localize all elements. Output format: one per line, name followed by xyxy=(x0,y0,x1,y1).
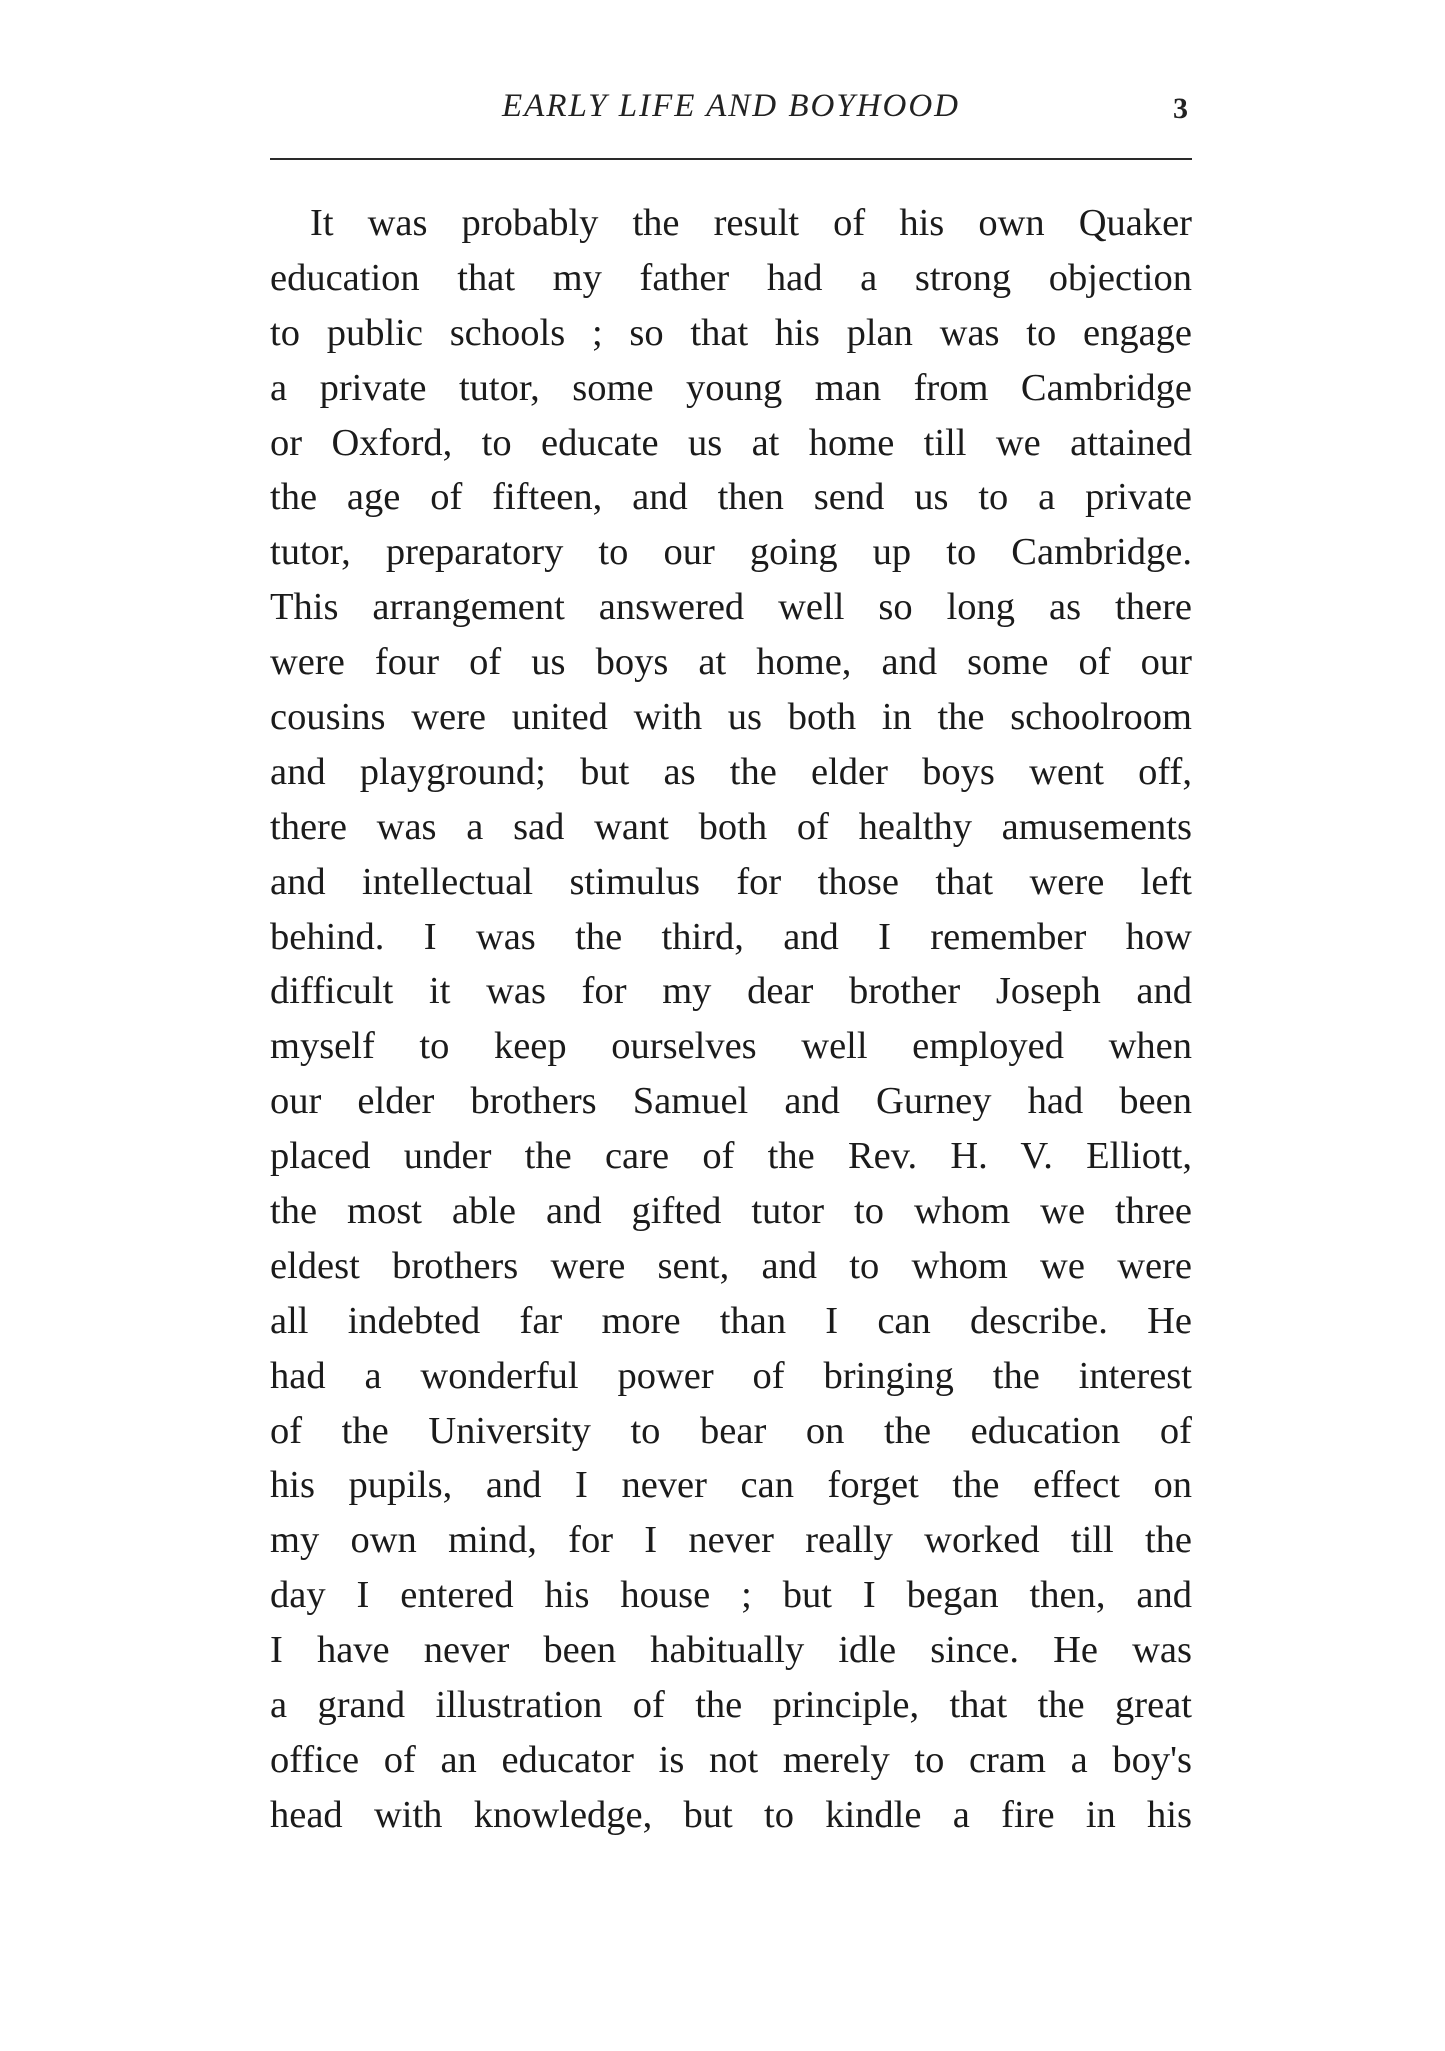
text-line: of the University to bear on the education of xyxy=(270,1409,1192,1452)
text-line: placed under the care of the Rev. H. V. Elliott, xyxy=(270,1135,1192,1178)
text-line: tutor, preparatory to our going up to Cambridge. xyxy=(270,531,1192,574)
text-line: difficult it was for my dear brother Joseph and xyxy=(270,970,1192,1013)
text-line: the age of fifteen, and then send us to a private xyxy=(270,476,1192,519)
text-line: were four of us boys at home, and some of our xyxy=(270,641,1192,684)
text-line: head with knowledge, but to kindle a fire in his xyxy=(270,1793,1192,1836)
header-rule xyxy=(270,158,1192,160)
text-line: day I entered his house ; but I began then, and xyxy=(270,1574,1192,1617)
body-text xyxy=(270,196,1192,1843)
text-line: It was probably the result of his own Quaker xyxy=(310,202,1192,244)
text-line: our elder brothers Samuel and Gurney had been xyxy=(270,1080,1192,1123)
text-line: education that my father had a strong objection xyxy=(270,256,1192,299)
text-line: there was a sad want both of healthy amusements xyxy=(270,805,1192,848)
text-line: all indebted far more than I can describe. He xyxy=(270,1299,1192,1342)
text-line: office of an educator is not merely to cram a boy's xyxy=(270,1738,1192,1781)
text-line: I have never been habitually idle since. He was xyxy=(270,1629,1192,1672)
text-line: myself to keep ourselves well employed when xyxy=(270,1025,1192,1068)
text-line: eldest brothers were sent, and to whom we were xyxy=(270,1244,1192,1287)
text-line: his pupils, and I never can forget the effect on xyxy=(270,1464,1192,1507)
text-line: and playground; but as the elder boys went off, xyxy=(270,750,1192,793)
text-line: a private tutor, some young man from Cambridge xyxy=(270,366,1192,409)
text-line: the most able and gifted tutor to whom we three xyxy=(270,1190,1192,1233)
text-line: behind. I was the third, and I remember how xyxy=(270,915,1192,958)
text-line: a grand illustration of the principle, that the great xyxy=(270,1684,1192,1727)
text-line: my own mind, for I never really worked till the xyxy=(270,1519,1192,1562)
text-line: cousins were united with us both in the schoolroom xyxy=(270,696,1192,739)
text-line: to public schools ; so that his plan was to engage xyxy=(270,311,1192,354)
running-head xyxy=(270,84,1192,144)
text-line: This arrangement answered well so long as there xyxy=(270,586,1192,629)
running-title: EARLY LIFE AND BOYHOOD xyxy=(502,88,960,124)
text-line: and intellectual stimulus for those that were left xyxy=(270,860,1192,903)
page-number: 3 xyxy=(1173,92,1188,125)
text-line: had a wonderful power of bringing the interest xyxy=(270,1354,1192,1397)
text-line: or Oxford, to educate us at home till we attained xyxy=(270,421,1192,464)
